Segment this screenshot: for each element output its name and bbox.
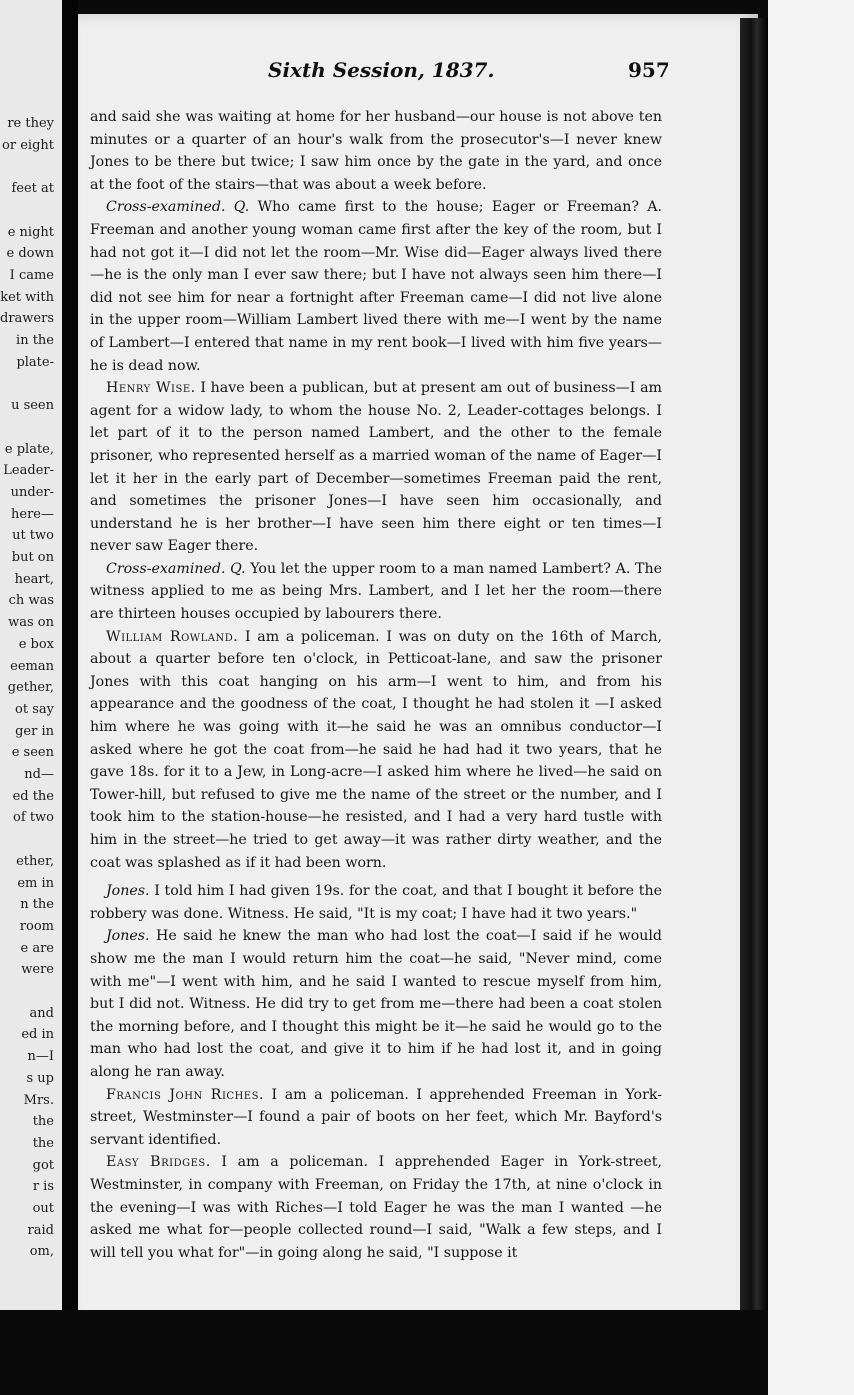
paragraph: [90, 558, 662, 626]
left-text-fragment: heart,: [14, 571, 54, 587]
paragraph: [90, 1151, 662, 1264]
paragraph-text: He said he knew the man who had lost the coat—I said if he would show me the man I would return him the coat—he said, "Never mind, come with me"—I went with him, and he said I wanted to rescue myself from him, but I did not. Witness. He did try to get from me—there had been a coat stolen the morning before, and I thought this might be it—he said he would go to the man who had lost the coat, and give it to him if he had lost it, and in going along he ran away.: [90, 928, 662, 1080]
left-text-fragment: e are: [20, 940, 54, 956]
speaker-label: Jones.: [106, 928, 150, 945]
speaker-label: Easy Bridges.: [106, 1154, 211, 1171]
paragraph-text: I am a policeman. I apprehended Freeman in York-street, Westminster—I found a pair of boots on her feet, which Mr. Bayford's servant identified.: [90, 1086, 663, 1148]
left-text-fragment: and: [29, 1005, 54, 1021]
paragraph: [90, 196, 662, 377]
left-text-fragment: ch was: [8, 593, 54, 609]
page-header: [78, 58, 668, 84]
left-text-fragment: room: [19, 918, 54, 934]
left-text-fragment: r is: [32, 1179, 54, 1195]
left-text-fragment: plate-: [16, 354, 54, 370]
speaker-label: Francis John Riches.: [106, 1086, 264, 1103]
page-edge-stack: [740, 18, 768, 1318]
paragraph-text: I have been a publican, but at present am out of business—I am agent for a widow lady, to whom the house No. 2, Leader-cottages belongs. I let part of it to the person named Lambert, and the other to the female prisoner, who represented herself as a married woman of the name of Eager—I let it her in the early part of December—sometimes Freeman paid the rent, and sometimes the prisoner Jones—I have seen him occasionally, and understand he is her brother—I have seen him there eight or ten times—I never saw Eager there.: [90, 380, 662, 555]
left-text-fragment: u seen: [11, 398, 54, 414]
left-text-fragment: e down: [6, 246, 54, 262]
left-text-fragment: ed the: [12, 788, 54, 804]
left-text-fragment: I came: [9, 267, 54, 283]
body-text: [90, 106, 662, 1264]
left-text-fragment: om,: [29, 1244, 54, 1260]
left-text-fragment: re they: [7, 116, 54, 131]
left-text-fragment: ket with: [0, 289, 54, 305]
left-text-fragment: under-: [10, 484, 54, 500]
left-text-fragment: n—I: [27, 1049, 54, 1065]
left-text-fragment: e night: [7, 224, 54, 240]
left-text-fragment: were: [21, 962, 54, 978]
left-text-fragment: in the: [16, 333, 54, 348]
paragraph-text: You let the upper room to a man named Lambert? A. The witness applied to me as being Mrs. Lambert, and I let her the room—there are thirteen houses occupied by labourers there.: [90, 560, 662, 623]
left-text-fragment: out: [32, 1201, 54, 1216]
paragraph: [90, 880, 662, 925]
left-text-fragment: e plate,: [4, 441, 54, 457]
paragraph-text: I told him I had given 19s. for the coat, and that I bought it before the robbery was done. Witness. He said, "It is my coat; I have had it two years.": [90, 883, 662, 922]
left-text-fragment: feet at: [11, 181, 54, 197]
paragraph-text: and said she was waiting at home for her husband—our house is not above ten minutes or a quarter of an hour's walk from the prosecutor's—I never knew Jones to be there but twice; I saw him once by the gate in the yard, and once at the foot of the stairs—that was about a week before.: [90, 109, 662, 193]
left-text-fragment: of two: [13, 810, 54, 826]
paragraph: [90, 626, 662, 875]
left-text-fragment: got: [32, 1157, 54, 1173]
paragraph: [90, 1084, 662, 1152]
book-gutter: [62, 0, 78, 1395]
left-text-fragment: ut two: [12, 528, 54, 544]
speaker-label: William Rowland.: [106, 628, 239, 645]
main-page: [78, 14, 758, 1324]
left-text-fragment: was on: [8, 615, 54, 631]
left-text-fragment: the: [32, 1114, 54, 1130]
left-text-fragment: em in: [17, 875, 54, 891]
paragraph-text: Who came first to the house; Eager or Freeman? A. Freeman and another young woman came first after the key of the room, but I had not got it—I did not let the room—Mr. Wise did—Eager always lived there—he is the only man I ever saw there; but I have not always seen him there—I did not see him for near a fortnight after Freeman came—I did not live alone in the upper room—William Lambert lived there with me—I went by the name of Lambert—I entered that name in my rent book—I lived with him five years—he is dead now.: [90, 199, 663, 374]
left-text-fragment: the: [32, 1135, 54, 1151]
paragraph: [90, 925, 662, 1083]
left-text-fragment: here—: [11, 506, 54, 522]
left-text-fragment: drawers: [0, 311, 54, 327]
speaker-label: Cross-examined. Q.: [106, 560, 246, 577]
background-right: [768, 0, 854, 1395]
left-text-fragment: ether,: [16, 853, 54, 869]
left-text-fragment: Leader-: [3, 463, 54, 479]
speaker-label: Jones.: [106, 883, 150, 900]
running-title: Sixth Session, 1837.: [268, 58, 495, 82]
paragraph: [90, 377, 662, 558]
speaker-label: Cross-examined. Q.: [106, 199, 250, 216]
left-text-fragment: s up: [26, 1070, 54, 1086]
paragraph-text: I am a policeman. I apprehended Eager in York-street, Westminster, in company with Freeman, on Friday the 17th, at nine o'clock in the evening—I was with Riches—I told Eager he was the man I wanted —he asked me what for—people collected round—I said, "Walk a few steps, and I will tell you what for"—in going along he said, "I suppose it: [90, 1154, 662, 1261]
left-text-fragment: but on: [11, 550, 54, 565]
left-text-fragment: e seen: [11, 745, 54, 761]
left-text-fragment: raid: [27, 1222, 54, 1238]
left-text-fragment: gether,: [7, 680, 54, 696]
left-text-fragment: n the: [20, 897, 54, 913]
left-text-fragment: nd—: [24, 767, 54, 782]
left-text-fragment: or eight: [2, 137, 54, 153]
left-text-fragment: ed in: [21, 1027, 54, 1043]
background-bottom: [0, 1310, 768, 1395]
left-text-fragment: ot say: [15, 701, 54, 717]
left-text-fragment: e box: [18, 636, 54, 652]
paragraph: [90, 106, 662, 196]
left-text-fragment: ger in: [15, 723, 54, 739]
page-number: 957: [628, 58, 670, 82]
left-text-fragment: eeman: [10, 658, 54, 674]
left-page-fragment: [0, 0, 62, 1310]
speaker-label: Henry Wise.: [106, 380, 196, 397]
left-text-fragment: Mrs.: [23, 1092, 54, 1108]
paragraph-text: I am a policeman. I was on duty on the 16th of March, about a quarter before ten o'clock, in Petticoat-lane, and saw the prisoner Jones with this coat hanging on his arm—I went to him, and from his appearance and the goodness of the coat, I thought he had stolen it —I asked him where he was going with it—he said he was an omnibus conductor—I asked where he got the coat from—he said he had had it two years, that he gave 18s. for it to a Jew, in Long-acre—I asked him where he lived—he said on Tower-hill, but refused to give me the name of the street or the number, and I took him to the station-house—he resisted, and I had a very hard tustle with him in the street—he tried to get away—it was rather dirty weather, and the coat was splashed as if it had been worn.: [90, 628, 662, 871]
